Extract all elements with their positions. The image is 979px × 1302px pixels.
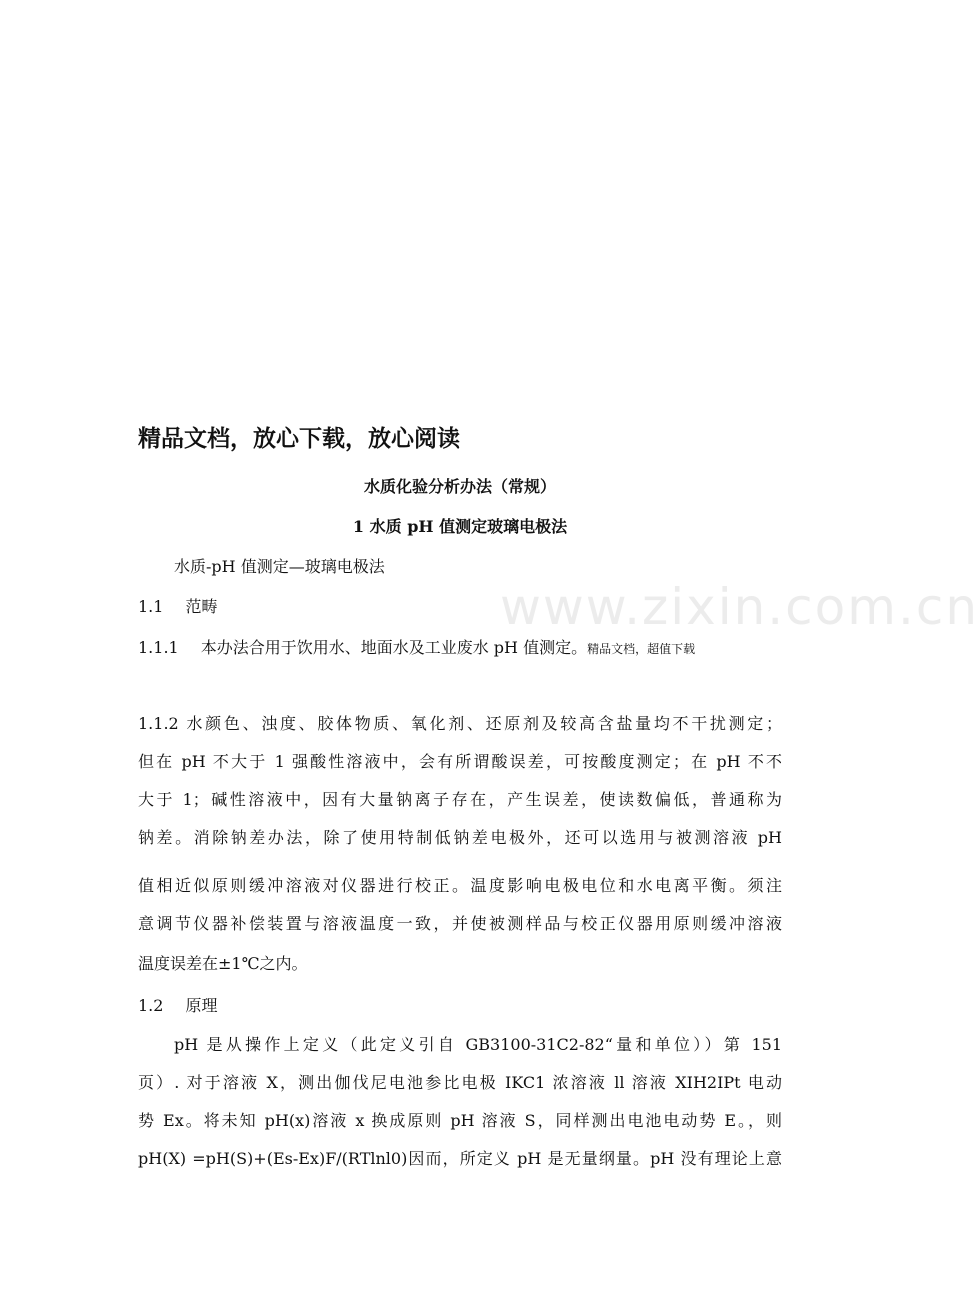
paragraph-line: 势 Ex。将未知 pH(x)溶液 x 换成原则 pH 溶液 S，同样测出电池电动势 E。，则 bbox=[138, 1111, 782, 1130]
section-heading-text: 范畴 bbox=[185, 597, 218, 616]
section-heading-text: 原理 bbox=[185, 996, 218, 1015]
paragraph-line: 意调节仪器补偿装置与溶液温度一致，并使被测样品与校正仪器用原则缓冲溶液 bbox=[138, 914, 782, 933]
section-number: 1.2 bbox=[138, 996, 164, 1015]
page-header: 精品文档，放心下载，放心阅读 bbox=[138, 425, 460, 452]
paragraph-line: pH 是从操作上定义（此定义引自 GB3100-31C2-82“量和单位））第 151 bbox=[174, 1035, 782, 1054]
paragraph-line: 值相近似原则缓冲溶液对仪器进行校正。温度影响电极电位和水电离平衡。须注 bbox=[138, 876, 782, 895]
paragraph-line: 钠差。消除钠差办法，除了使用特制低钠差电极外，还可以选用与被测溶液 pH bbox=[138, 828, 782, 847]
paragraph-line: pH(X) =pH(S)+(Es-Ex)F/(RTlnl0)因而，所定义 pH 是无量纲量。pH 没有理论上意 bbox=[138, 1149, 782, 1168]
paragraph-line: 温度误差在±1℃之内。 bbox=[138, 954, 308, 973]
watermark: www.zixin.com.cn bbox=[500, 578, 979, 636]
section-number: 1.1 bbox=[138, 597, 164, 616]
section-title: 1 水质 pH 值测定玻璃电极法 bbox=[352, 517, 568, 536]
intro-line: 水质-pH 值测定—玻璃电极法 bbox=[174, 557, 385, 576]
section-number: 1.1.1 bbox=[138, 638, 179, 657]
paragraph-line: 但在 pH 不大于 1 强酸性溶液中，会有所谓酸误差，可按酸度测定；在 pH 不不 bbox=[138, 752, 782, 771]
promo-note: 精品文档，超值下载 bbox=[587, 642, 696, 656]
section-1-2-heading bbox=[138, 995, 782, 1017]
section-1-1-heading bbox=[138, 596, 782, 618]
document-title: 水质化验分析办法（常规） bbox=[363, 477, 556, 496]
paragraph-line: 1.1.2 水颜色、浊度、胶体物质、氧化剂、还原剂及较高含盐量均不干扰测定； bbox=[138, 714, 782, 733]
paragraph-line: 大于 1；碱性溶液中，因有大量钠离子存在，产生误差，使读数偏低，普通称为 bbox=[138, 790, 782, 809]
paragraph-line: 页）. 对于溶液 X，测出伽伐尼电池参比电极 IKC1 浓溶液 ll 溶液 XIH2IPt 电动 bbox=[138, 1073, 782, 1092]
paragraph-text: 本办法合用于饮用水、地面水及工业废水 pH 值测定。 bbox=[200, 638, 588, 657]
section-1-1-1 bbox=[138, 637, 782, 660]
